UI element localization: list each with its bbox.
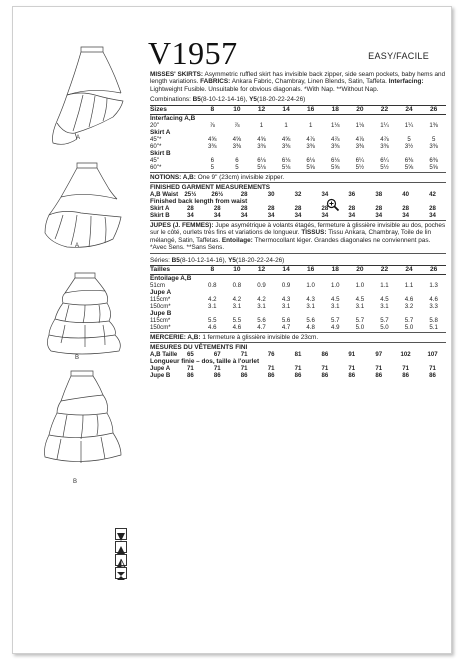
view-label: A [76, 135, 81, 141]
skirt-view-a-back-sketch [33, 159, 133, 265]
skirt-view-b-back-sketch [31, 367, 135, 479]
section-title: Skirt A [150, 128, 171, 136]
table-row: 20" ⅞ ⅞ 1 1 1 1⅛ 1⅛ 1¼ 1¼ 1⅜ [150, 121, 438, 129]
size-header-row: Sizes 8 10 12 14 16 18 20 22 24 26 [150, 105, 446, 114]
french-yardage-table [150, 265, 446, 331]
pattern-number: V1957 [148, 35, 238, 71]
table-row: Jupe B 86 86 86 86 86 86 86 86 86 86 [150, 372, 436, 380]
size-header-row: Tailles 8 10 12 14 16 18 20 22 24 26 [150, 266, 446, 275]
section-title: FINISHED GARMENT MEASUREMENTS [150, 184, 271, 192]
section-title: Interfacing A,B [150, 114, 196, 122]
section-title: Jupe A [150, 289, 172, 297]
section-title: Jupe B [150, 310, 172, 318]
french-notions: MERCERIE: A,B: 1 fermeture à glissière invisible de 23cm. [150, 334, 319, 342]
section-title: Entoilage A,B [150, 275, 192, 283]
table-row: A,B Taille 65 67 71 76 81 86 91 97 102 107 [150, 351, 438, 359]
table-row: 150cm* 4.6 4.6 4.7 4.7 4.8 4.9 5.0 5.0 5.0 5.1 [150, 324, 438, 332]
table-row: 115cm* 4.2 4.2 4.2 4.3 4.3 4.5 4.5 4.5 4.6 4.6 [150, 296, 438, 304]
table-row: Jupe A 71 71 71 71 71 71 71 71 71 71 [150, 365, 436, 373]
table-row: 45"* 4⅝ 4⅝ 4⅝ 4⅝ 4⅞ 4⅞ 4⅞ 4⅞ 5 5 [150, 135, 436, 143]
english-description: MISSES' SKIRTS: Asymmetric ruffled skirt has invisible back zipper, side seam pockets, baby hems and length variations. FABRICS: Ankara Fabric, Chambray, Linen Blends, Satin, Taffeta. Interfacing: Lightweight Fusible. Unsuitable for obvious diagonals. *With Nap. **Without Nap. [150, 71, 446, 93]
series-line: Séries: B5(8-10-12-14-16), Y5(18-20-22-24-26) [150, 256, 285, 264]
table-row: 60"* 3⅜ 3⅜ 3⅜ 3⅜ 3⅜ 3⅜ 3⅜ 3⅜ 3½ 3⅜ [150, 142, 438, 150]
english-notions: NOTIONS: A,B: One 9" (23cm) invisible zipper. [150, 173, 285, 181]
hourglass-icon [115, 567, 127, 579]
pattern-envelope-back [12, 6, 452, 654]
view-label: B [73, 479, 78, 485]
pattern-info [150, 71, 446, 379]
english-yardage-table [150, 105, 446, 171]
skirt-view-b-front-sketch [35, 269, 135, 365]
french-description: JUPES (J. FEMMES): Jupe asymétrique à volants étagés, fermeture à glissière invisible au dos, poches sur le côté, ourlets très fins et variations de longueur. TISSUS: Tissu Ankara, Chambray, Toile de lin mélangé, Satin, Taffetas. Entoilage: Thermocollant léger. Grandes diagonales ne conviennent pas. *Avec Sens. **Sans Sens. [150, 222, 446, 252]
triangle-down-icon [115, 528, 127, 540]
view-label: B [75, 355, 80, 361]
section-title: MESURES DU VÊTEMENTS FINI [150, 344, 248, 352]
view-label: A [75, 243, 80, 249]
table-row: 45" 6 6 6⅛ 6⅛ 6⅛ 6⅛ 6¼ 6¼ 6⅜ 6⅜ [150, 156, 438, 164]
difficulty-label: EASY/FACILE [368, 51, 429, 61]
table-row: Skirt A 28 28 28 28 28 28 28 28 28 28 [150, 205, 436, 213]
skirt-view-a-front-sketch [35, 43, 135, 163]
fabric-symbol-legend [115, 528, 127, 580]
table-row: 60"* 5 5 5⅛ 5⅛ 5⅝ 5⅝ 5½ 5½ 5⅝ 5⅝ [150, 163, 438, 171]
table-row: Skirt B 34 34 34 34 34 34 34 34 34 34 [150, 212, 436, 220]
section-title: Skirt B [150, 149, 171, 157]
table-row: 51cm 0.8 0.8 0.9 0.9 1.0 1.0 1.0 1.1 1.1 1.3 [150, 282, 438, 290]
french-finished-measurements-table [150, 344, 446, 379]
english-finished-measurements-table [150, 184, 446, 219]
section-title: Longueur finie – dos, taille à l'ourlet [150, 358, 260, 366]
table-row: 115cm* 5.5 5.5 5.6 5.6 5.6 5.7 5.7 5.7 5.7 5.8 [150, 317, 438, 325]
section-title: Finished back length from waist [150, 198, 248, 206]
triangle-split-icon [115, 554, 127, 566]
triangle-up-icon [115, 541, 127, 553]
combinations-line: Combinations: B5(8-10-12-14-16), Y5(18-20-22-24-26) [150, 96, 306, 104]
table-row: 150cm* 3.1 3.1 3.1 3.1 3.1 3.1 3.1 3.1 3.2 3.3 [150, 303, 438, 311]
table-row: A,B Waist 25½ 26½ 28 30 32 34 36 38 40 42 [150, 191, 436, 199]
